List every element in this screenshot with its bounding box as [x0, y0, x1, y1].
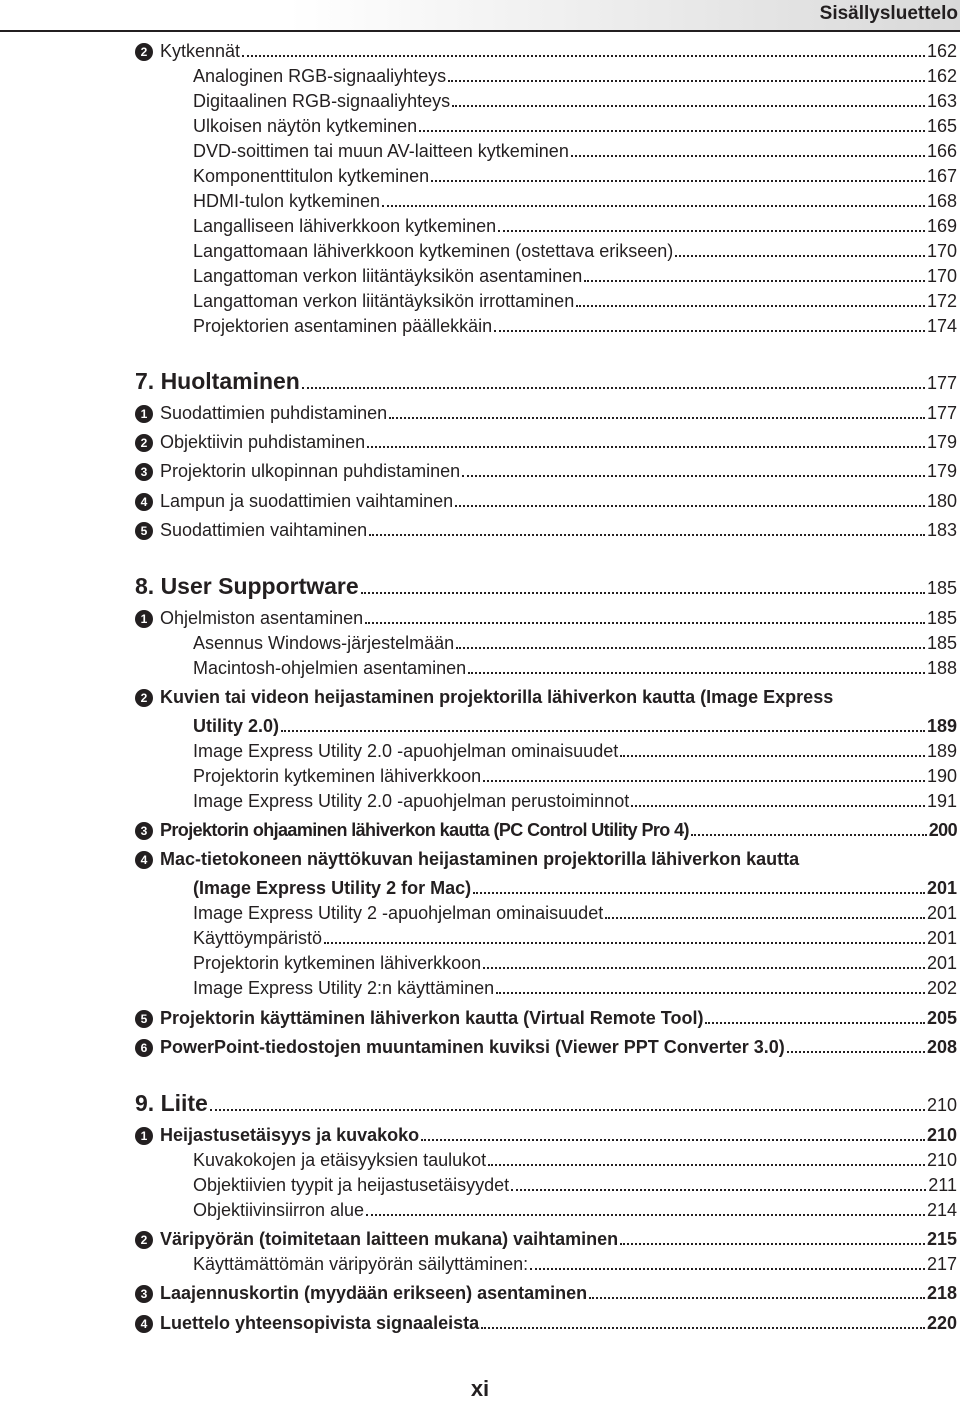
toc-entry-page: 190: [926, 766, 957, 786]
toc-entry-label: Image Express Utility 2.0 -apuohjelman ominaisuudet: [193, 741, 619, 761]
toc-entry-label: (Image Express Utility 2 for Mac): [193, 878, 472, 898]
toc-entry-label: Langattoman verkon liitäntäyksikön asentaminen: [193, 266, 583, 286]
toc-entry-page: 202: [926, 978, 957, 998]
toc-entry-label: Image Express Utility 2.0 -apuohjelman perustoiminnot: [193, 791, 630, 811]
toc-entry-label: 7. Huoltaminen: [135, 368, 300, 394]
section-number-icon: 4: [135, 851, 153, 869]
section-number-icon: 2: [135, 1231, 153, 1249]
toc-entry-page: 174: [926, 316, 957, 336]
toc-entry-page: 168: [926, 191, 957, 211]
toc-entry-page: 177: [926, 373, 957, 393]
section-number-icon: 2: [135, 43, 153, 61]
toc-entry-page: 210: [926, 1125, 957, 1145]
toc-entry-page: 218: [926, 1283, 957, 1303]
toc-entry-label: Projektorin kytkeminen lähiverkkoon: [193, 953, 482, 973]
section-number-icon: 5: [135, 522, 153, 540]
toc-entry-line: [160, 1313, 957, 1334]
dot-leader: [481, 1327, 925, 1329]
toc-entry-page: 210: [926, 1150, 957, 1170]
toc-entry-label: Käyttämättömän väripyörän säilyttäminen:: [193, 1254, 529, 1274]
toc-entry-label: Komponenttitulon kytkeminen: [193, 166, 430, 186]
toc-entry-page: 170: [926, 241, 957, 261]
toc-entry-page: 185: [926, 578, 957, 598]
toc-entry-page: 185: [926, 633, 957, 653]
toc-entry-label: Kuvakokojen ja etäisyyksien taulukot: [193, 1150, 487, 1170]
toc-entry-label: Projektorin ohjaaminen lähiverkon kautta (PC Control Utility Pro 4): [160, 820, 689, 840]
section-number-icon: 3: [135, 463, 153, 481]
toc-entry-label: Kuvien tai videon heijastaminen projektorilla lähiverkon kautta (Image Express: [160, 687, 834, 707]
toc-entry-label: Ulkoisen näytön kytkeminen: [193, 116, 418, 136]
toc-entry-page: 215: [926, 1229, 957, 1249]
toc-entry-page: 200: [928, 820, 957, 840]
section-number-icon: 5: [135, 1010, 153, 1028]
toc-entry-label: Digitaalinen RGB-signaaliyhteys: [193, 91, 451, 111]
toc-entry-label: Ohjelmiston asentaminen: [160, 608, 364, 628]
toc-entry-label: Image Express Utility 2 -apuohjelman ominaisuudet: [193, 903, 604, 923]
toc-entry-label: DVD-soittimen tai muun AV-laitteen kytkeminen: [193, 141, 569, 161]
toc-entry-label: Projektorien asentaminen päällekkäin: [193, 316, 493, 336]
toc-entry-label: Asennus Windows-järjestelmään: [193, 633, 455, 653]
toc-entry-page: 189: [926, 741, 957, 761]
toc-entry-label: Analoginen RGB-signaaliyhteys: [193, 66, 447, 86]
section-number-icon: 1: [135, 405, 153, 423]
toc-entry-label: Langalliseen lähiverkkoon kytkeminen: [193, 216, 497, 236]
section-number-icon: 3: [135, 1285, 153, 1303]
toc-entry-label: Luettelo yhteensopivista signaaleista: [160, 1313, 480, 1333]
toc-entry-label: 8. User Supportware: [135, 573, 359, 599]
toc-entry-label: Kytkennät: [160, 41, 241, 61]
toc-entry-page: 205: [926, 1008, 957, 1028]
toc-entry-label: Utility 2.0): [193, 716, 280, 736]
toc-entry-label: Langattoman verkon liitäntäyksikön irrottaminen: [193, 291, 575, 311]
toc-entry-page: 191: [926, 791, 957, 811]
section-number-icon: 1: [135, 610, 153, 628]
toc-entry-page: 201: [926, 953, 957, 973]
toc-entry-page: 162: [926, 66, 957, 86]
toc-entry-label: Laajennuskortin (myydään erikseen) asentaminen: [160, 1283, 588, 1303]
section-title: Sisällysluettelo: [819, 3, 958, 24]
section-number-icon: 4: [135, 493, 153, 511]
toc-entry-page: 165: [926, 116, 957, 136]
section-number-icon: 3: [135, 822, 153, 840]
section-number-icon: 6: [135, 1039, 153, 1057]
toc-entry-label: Väripyörän (toimitetaan laitteen mukana) vaihtaminen: [160, 1229, 619, 1249]
toc-entry-label: Objektiivin puhdistaminen: [160, 432, 366, 452]
section-number-icon: 4: [135, 1315, 153, 1333]
toc-entry-label: Käyttöympäristö: [193, 928, 323, 948]
section-number-icon: 1: [135, 1127, 153, 1145]
toc-entry-page: 185: [926, 608, 957, 628]
toc-entry-page: 180: [926, 491, 957, 511]
toc-entry-page: 189: [926, 716, 957, 736]
toc-entry-page: 179: [926, 461, 957, 481]
toc-entry-label: PowerPoint-tiedostojen muuntaminen kuviksi (Viewer PPT Converter 3.0): [160, 1037, 785, 1057]
toc-entry-page: 211: [928, 1175, 957, 1195]
toc-entry-label: Image Express Utility 2:n käyttäminen: [193, 978, 495, 998]
toc-entry-label: Suodattimien puhdistaminen: [160, 403, 388, 423]
toc-entry-page: 214: [926, 1200, 957, 1220]
toc-entry-label: Langattomaan lähiverkkoon kytkeminen (ostettava erikseen): [193, 241, 674, 261]
toc-entry-page: 188: [926, 658, 957, 678]
toc-entry-label: Objektiivinsiirron alue: [193, 1200, 365, 1220]
toc-entry-page: 166: [926, 141, 957, 161]
toc-entry-page: 179: [926, 432, 957, 452]
toc-entry-page: 201: [926, 903, 957, 923]
toc-entry-label: Projektorin käyttäminen lähiverkon kautta (Virtual Remote Tool): [160, 1008, 704, 1028]
toc-entry-label: Objektiivien tyypit ja heijastusetäisyydet: [193, 1175, 510, 1195]
toc-entry-page: 217: [926, 1254, 957, 1274]
toc-entry-page: 201: [926, 878, 957, 898]
toc-entry-label: Mac-tietokoneen näyttökuvan heijastaminen projektorilla lähiverkon kautta: [160, 849, 800, 869]
toc-entry-page: 210: [926, 1095, 957, 1115]
toc-entry-page: 172: [926, 291, 957, 311]
toc-entry-label: Suodattimien vaihtaminen: [160, 520, 368, 540]
page-number: xi: [470, 1376, 490, 1401]
toc-entry-page: 170: [926, 266, 957, 286]
toc-entry-page: 162: [926, 41, 957, 61]
toc-entry-page: 220: [926, 1313, 957, 1333]
toc-entry-page: 169: [926, 216, 957, 236]
toc-entry-label: Projektorin kytkeminen lähiverkkoon: [193, 766, 482, 786]
toc-entry-label: Macintosh-ohjelmien asentaminen: [193, 658, 467, 678]
toc-entry-page: 177: [926, 403, 957, 423]
toc-entry-label: Projektorin ulkopinnan puhdistaminen: [160, 461, 461, 481]
section-number-icon: 2: [135, 434, 153, 452]
toc-entry-page: 208: [926, 1037, 957, 1057]
toc-entry-label: 9. Liite: [135, 1090, 208, 1116]
section-number-icon: 2: [135, 689, 153, 707]
toc-entry-label: Heijastusetäisyys ja kuvakoko: [160, 1125, 420, 1145]
toc-entry-page: 167: [926, 166, 957, 186]
toc-entry-page: 183: [926, 520, 957, 540]
toc-entry-label: Lampun ja suodattimien vaihtaminen: [160, 491, 454, 511]
toc-entry-page: 163: [926, 91, 957, 111]
toc-entry-page: 201: [926, 928, 957, 948]
toc-entry-label: HDMI-tulon kytkeminen: [193, 191, 381, 211]
